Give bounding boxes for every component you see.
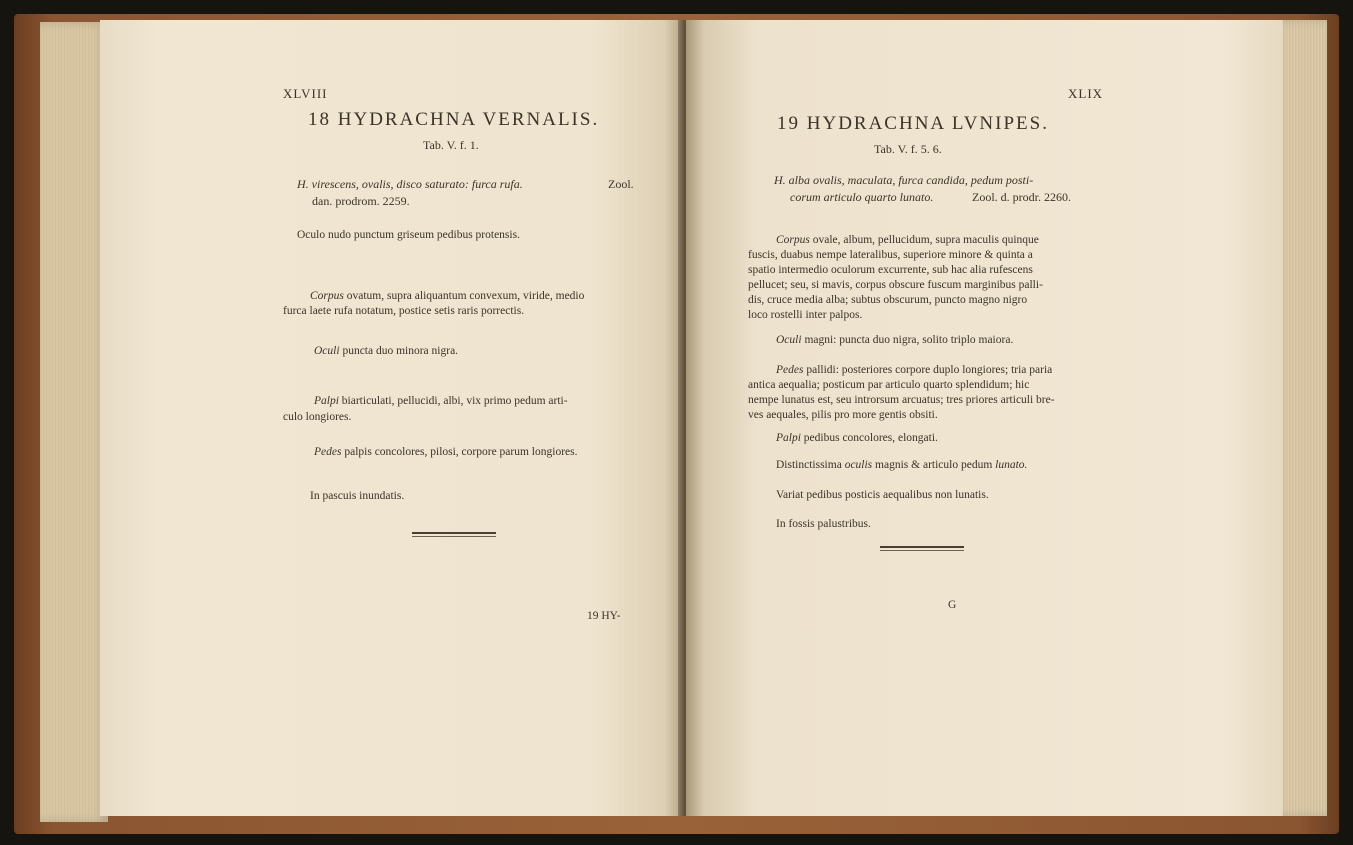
distinction-right — [776, 459, 1027, 471]
section-rule-left — [412, 532, 496, 534]
distinction-oculis: oculis — [844, 459, 873, 471]
corpus-text-right-3: pellucet; seu, si mavis, corpus obscure fuscum marginibus palli- — [748, 279, 1043, 291]
species-title-left: 18 HYDRACHNA VERNALIS. — [308, 109, 600, 130]
plate-reference-right: Tab. V. f. 5. 6. — [874, 142, 942, 156]
pedes-heading-left: Pedes — [314, 446, 342, 458]
pedes-text-right-0: pallidi: posteriores corpore duplo longiores; tria paria — [806, 364, 1053, 376]
palpi-text-right: pedibus concolores, elongati. — [803, 432, 938, 444]
oculi-heading-left: Oculi — [314, 345, 340, 357]
left-page — [100, 20, 682, 816]
oculi-left — [314, 345, 458, 357]
left-page-edges — [40, 22, 108, 822]
corpus-text-right-2: spatio intermedio oculorum excurrente, sub hac alia rufescens — [748, 264, 1033, 276]
distinction-lunato: lunato. — [995, 459, 1028, 471]
corpus-text-right-1: fuscis, duabus nempe lateralibus, superiore minore & quinta a — [748, 249, 1033, 261]
signature-mark: G — [948, 599, 957, 611]
page-number-right: XLIX — [1068, 86, 1104, 101]
pedes-text-right-3: ves aequales, pilis pro more gentis obsiti. — [748, 409, 938, 421]
oculi-right — [776, 334, 1013, 346]
palpi-left-line2: culo longiores. — [283, 411, 352, 423]
oculi-heading-right: Oculi — [776, 334, 802, 346]
variat-right: Variat pedibus posticis aequalibus non lunatis. — [776, 489, 989, 501]
pedes-heading-right: Pedes — [776, 364, 804, 376]
corpus-text-left: ovatum, supra aliquantum convexum, viride, medio — [346, 290, 585, 302]
habitat-right: In fossis palustribus. — [776, 518, 871, 530]
pedes-text-right-2: nempe lunatus est, seu introrsum arcuatus; tres priores articuli bre- — [748, 394, 1055, 406]
pedes-left — [314, 446, 577, 458]
corpus-text-right-4: dis, cruce media alba; subtus obscurum, puncto magno nigro — [748, 294, 1028, 306]
diagnosis-left-line2: dan. prodrom. 2259. — [312, 194, 410, 208]
corpus-left-line2: furca laete rufa notatum, postice setis raris porrectis. — [283, 305, 525, 317]
corpus-right-line1 — [776, 234, 1039, 246]
corpus-text-right-0: ovale, album, pellucidum, supra maculis quinque — [812, 234, 1039, 246]
right-page — [686, 20, 1283, 816]
distinction-mid: magnis & articulo pedum — [875, 459, 993, 471]
habitat-left: In pascuis inundatis. — [310, 490, 405, 502]
corpus-text-right-5: loco rostelli inter palpos. — [748, 309, 863, 321]
pedes-text-right-1: antica aequalia; posticum par articulo quarto splendidum; hic — [748, 379, 1030, 391]
corpus-left-line1 — [310, 290, 584, 302]
note-left: Oculo nudo punctum griseum pedibus protensis. — [297, 229, 520, 241]
palpi-text-left: biarticulati, pellucidi, albi, vix primo pedum arti- — [341, 395, 568, 407]
pedes-right-line1 — [776, 364, 1052, 376]
palpi-right — [776, 432, 938, 444]
palpi-left-line1 — [314, 395, 568, 407]
diagnosis-left-line1: H. virescens, ovalis, disco saturato: furca rufa. — [297, 177, 523, 191]
diagnosis-right-line2: corum articulo quarto lunato. — [790, 190, 934, 204]
catchword: 19 HY- — [587, 610, 621, 622]
distinction-pre: Distinctissima — [776, 459, 842, 471]
oculi-text-right: magni: puncta duo nigra, solito triplo maiora. — [804, 334, 1014, 346]
palpi-heading-right: Palpi — [776, 432, 801, 444]
diagnosis-right-line1: H. alba ovalis, maculata, furca candida, pedum posti- — [774, 173, 1034, 187]
section-rule-right — [880, 546, 964, 548]
corpus-heading-left: Corpus — [310, 290, 344, 302]
pedes-text-left: palpis concolores, pilosi, corpore parum longiores. — [344, 446, 578, 458]
oculi-text-left: puncta duo minora nigra. — [342, 345, 459, 357]
corpus-heading-right: Corpus — [776, 234, 810, 246]
plate-reference-left: Tab. V. f. 1. — [423, 138, 479, 152]
diagnosis-left-zool: Zool. — [608, 177, 634, 191]
species-title-right: 19 HYDRACHNA LVNIPES. — [777, 113, 1049, 134]
palpi-heading-left: Palpi — [314, 395, 339, 407]
page-number-left: XLVIII — [283, 86, 328, 101]
diagnosis-right-zool: Zool. d. prodr. 2260. — [972, 190, 1071, 204]
